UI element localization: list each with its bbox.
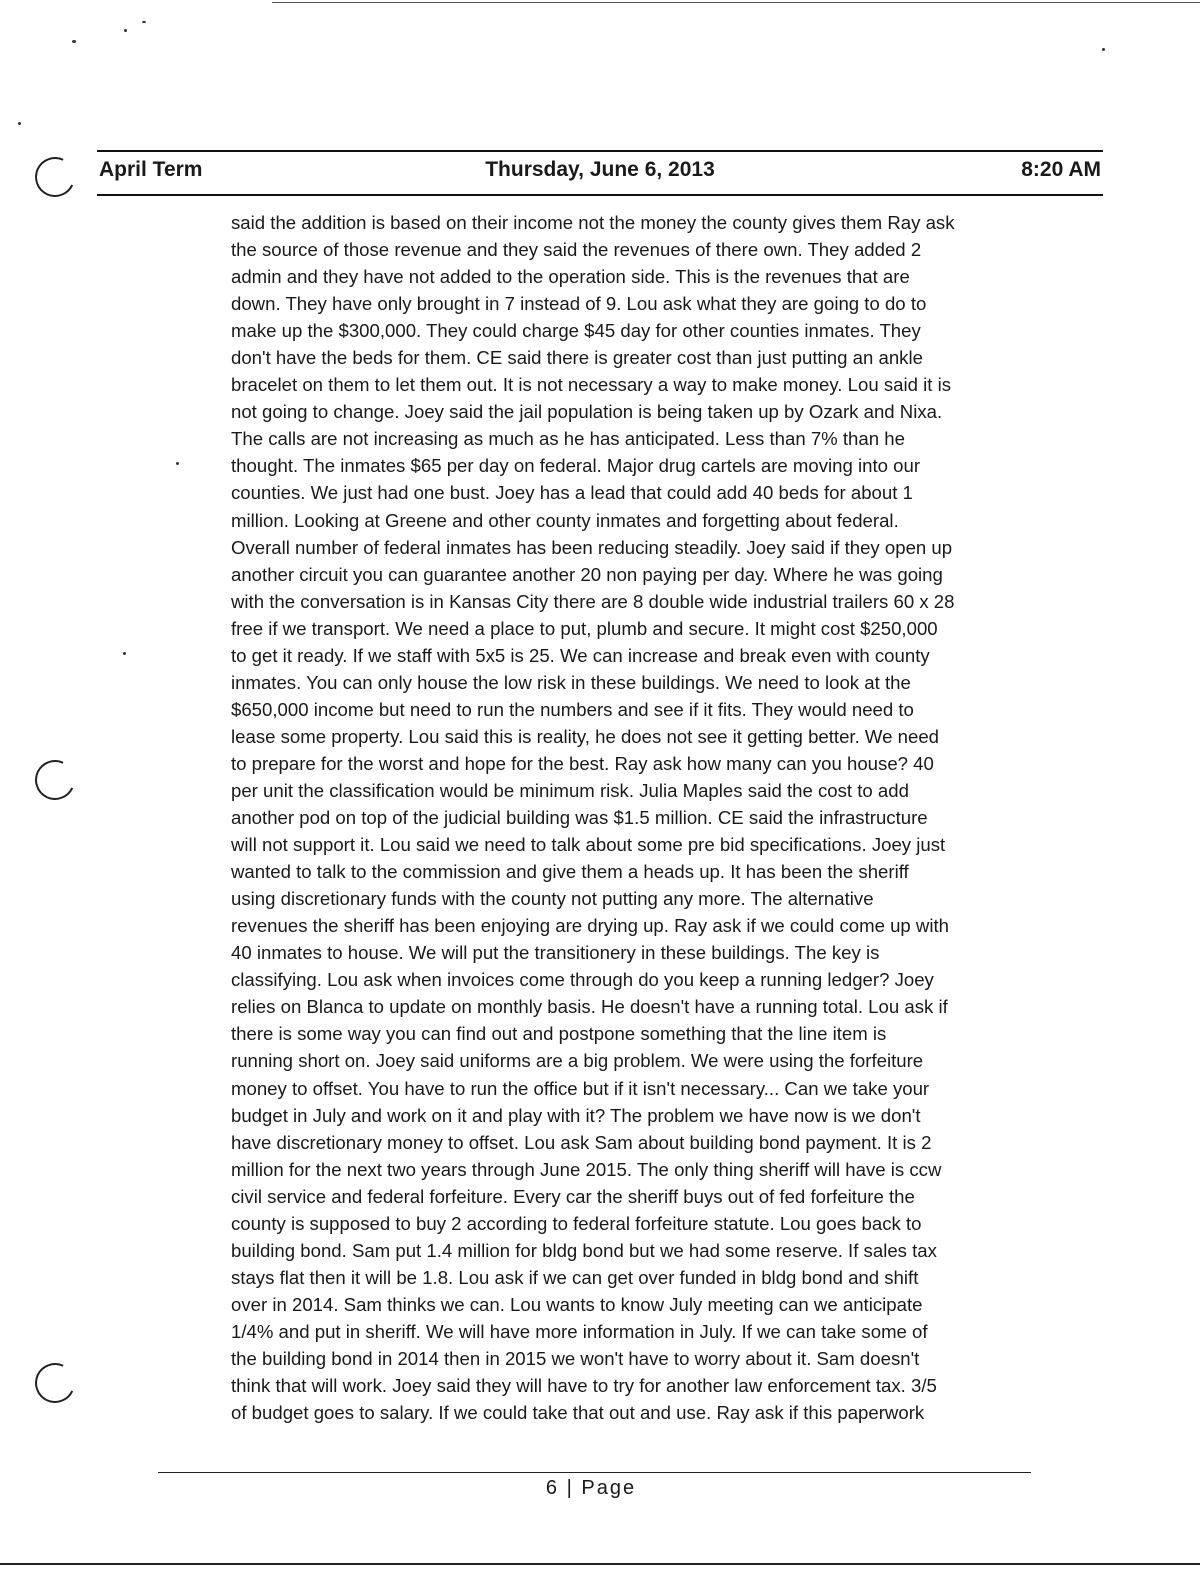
body-line: think that will work. Joey said they will have to try for another law enforcement tax. 3/5 [231, 1375, 937, 1397]
term-label: April Term [99, 158, 203, 181]
body-line: relies on Blanca to update on monthly basis. He doesn't have a running total. Lou ask if [231, 996, 948, 1018]
body-line: said the addition is based on their income not the money the county gives them Ray ask [231, 212, 955, 233]
body-line: there is some way you can find out and postpone something that the line item is [231, 1023, 887, 1045]
body-line: make up the $300,000. They could charge $45 day for other counties inmates. They [231, 320, 921, 342]
meeting-date: Thursday, June 6, 2013 [485, 158, 715, 181]
binder-hole-icon [29, 754, 80, 805]
body-line: with the conversation is in Kansas City there are 8 double wide industrial trailers 60 x 28 [231, 590, 955, 612]
body-line: classifying. Lou ask when invoices come through do you keep a running ledger? Joey [231, 969, 934, 991]
binder-hole-icon [29, 1357, 80, 1408]
scan-top-edge [272, 2, 1200, 3]
body-line: another circuit you can guarantee another 20 non paying per day. Where he was going [231, 563, 943, 585]
body-line: lease some property. Lou said this is reality, he does not see it getting better. We need [231, 725, 940, 747]
body-line: using discretionary funds with the county not putting any more. The alternative [231, 888, 874, 910]
scan-speck [124, 29, 127, 32]
body-line: will not support it. Lou said we need to talk about some pre bid specifications. Joey just [231, 834, 946, 856]
body-line: million for the next two years through June 2015. The only thing sheriff will have is ccw [231, 1158, 942, 1180]
scan-speck [176, 462, 179, 465]
body-line: free if we transport. We need a place to put, plumb and secure. It might cost $250,000 [231, 617, 938, 639]
body-line: thought. The inmates $65 per day on federal. Major drug cartels are moving into our [231, 455, 921, 477]
body-line: 40 inmates to house. We will put the transitionery in these buildings. The key is [231, 942, 880, 964]
body-line: down. They have only brought in 7 instead of 9. Lou ask what they are going to do to [231, 293, 927, 315]
body-line: not going to change. Joey said the jail population is being taken up by Ozark and Nixa. [231, 401, 943, 423]
meeting-time: 8:20 AM [1021, 158, 1101, 181]
body-line: another pod on top of the judicial building was $1.5 million. CE said the infrastructure [231, 807, 928, 829]
body-line: $650,000 income but need to run the numbers and see if it fits. They would need to [231, 698, 914, 720]
body-line: county is supposed to buy 2 according to federal forfeiture statute. Lou goes back to [231, 1212, 922, 1234]
page-header [99, 158, 1101, 188]
body-line: the source of those revenue and they said the revenues of there own. They added 2 [231, 239, 922, 261]
minutes-body [231, 209, 1031, 1426]
body-line: to prepare for the worst and hope for the best. Ray ask how many can you house? 40 [231, 752, 934, 774]
scan-speck [123, 652, 126, 655]
body-line: Overall number of federal inmates has been reducing steadily. Joey said if they open up [231, 536, 953, 558]
body-line: building bond. Sam put 1.4 million for bldg bond but we had some reserve. If sales tax [231, 1239, 937, 1261]
body-line: per unit the classification would be minimum risk. Julia Maples said the cost to add [231, 779, 909, 801]
header-rule-top [97, 150, 1103, 152]
body-line: stays flat then it will be 1.8. Lou ask if we can get over funded in bldg bond and shift [231, 1266, 919, 1288]
footer-rule [158, 1472, 1031, 1473]
body-line: running short on. Joey said uniforms are a big problem. We were using the forfeiture [231, 1050, 924, 1072]
body-line: the building bond in 2014 then in 2015 we won't have to worry about it. Sam doesn't [231, 1347, 920, 1369]
header-rule-bottom [97, 194, 1103, 196]
scan-bottom-edge [0, 1563, 1200, 1565]
body-line: million. Looking at Greene and other county inmates and forgetting about federal. [231, 509, 899, 531]
scan-speck [72, 40, 76, 43]
body-line: bracelet on them to let them out. It is not necessary a way to make money. Lou said it is [231, 374, 951, 396]
binder-hole-icon [29, 151, 80, 202]
body-line: budget in July and work on it and play with it? The problem we have now is we don't [231, 1104, 921, 1126]
page-number: 6 | Page [545, 1477, 637, 1499]
body-line: 1/4% and put in sheriff. We will have more information in July. If we can take some of [231, 1320, 928, 1342]
body-line: The calls are not increasing as much as he has anticipated. Less than 7% than he [231, 428, 905, 450]
scan-speck [1102, 48, 1105, 51]
body-line: of budget goes to salary. If we could take that out and use. Ray ask if this paperwork [231, 1402, 925, 1424]
body-line: admin and they have not added to the operation side. This is the revenues that are [231, 266, 910, 288]
body-line: to get it ready. If we staff with 5x5 is 25. We can increase and break even with county [231, 644, 930, 666]
body-line: revenues the sheriff has been enjoying are drying up. Ray ask if we could come up with [231, 915, 949, 937]
body-line: civil service and federal forfeiture. Every car the sheriff buys out of fed forfeiture the [231, 1185, 915, 1207]
body-line: have discretionary money to offset. Lou ask Sam about building bond payment. It is 2 [231, 1131, 932, 1153]
body-line: over in 2014. Sam thinks we can. Lou wants to know July meeting can we anticipate [231, 1293, 923, 1315]
scan-speck [142, 21, 146, 23]
body-line: money to offset. You have to run the office but if it isn't necessary... Can we take your [231, 1077, 930, 1099]
body-line: counties. We just had one bust. Joey has a lead that could add 40 beds for about 1 [231, 482, 913, 504]
scan-speck [18, 122, 21, 125]
body-line: inmates. You can only house the low risk in these buildings. We need to look at the [231, 671, 911, 693]
body-line: don't have the beds for them. CE said there is greater cost than just putting an ankle [231, 347, 923, 369]
body-line: wanted to talk to the commission and give them a heads up. It has been the sheriff [231, 861, 909, 883]
